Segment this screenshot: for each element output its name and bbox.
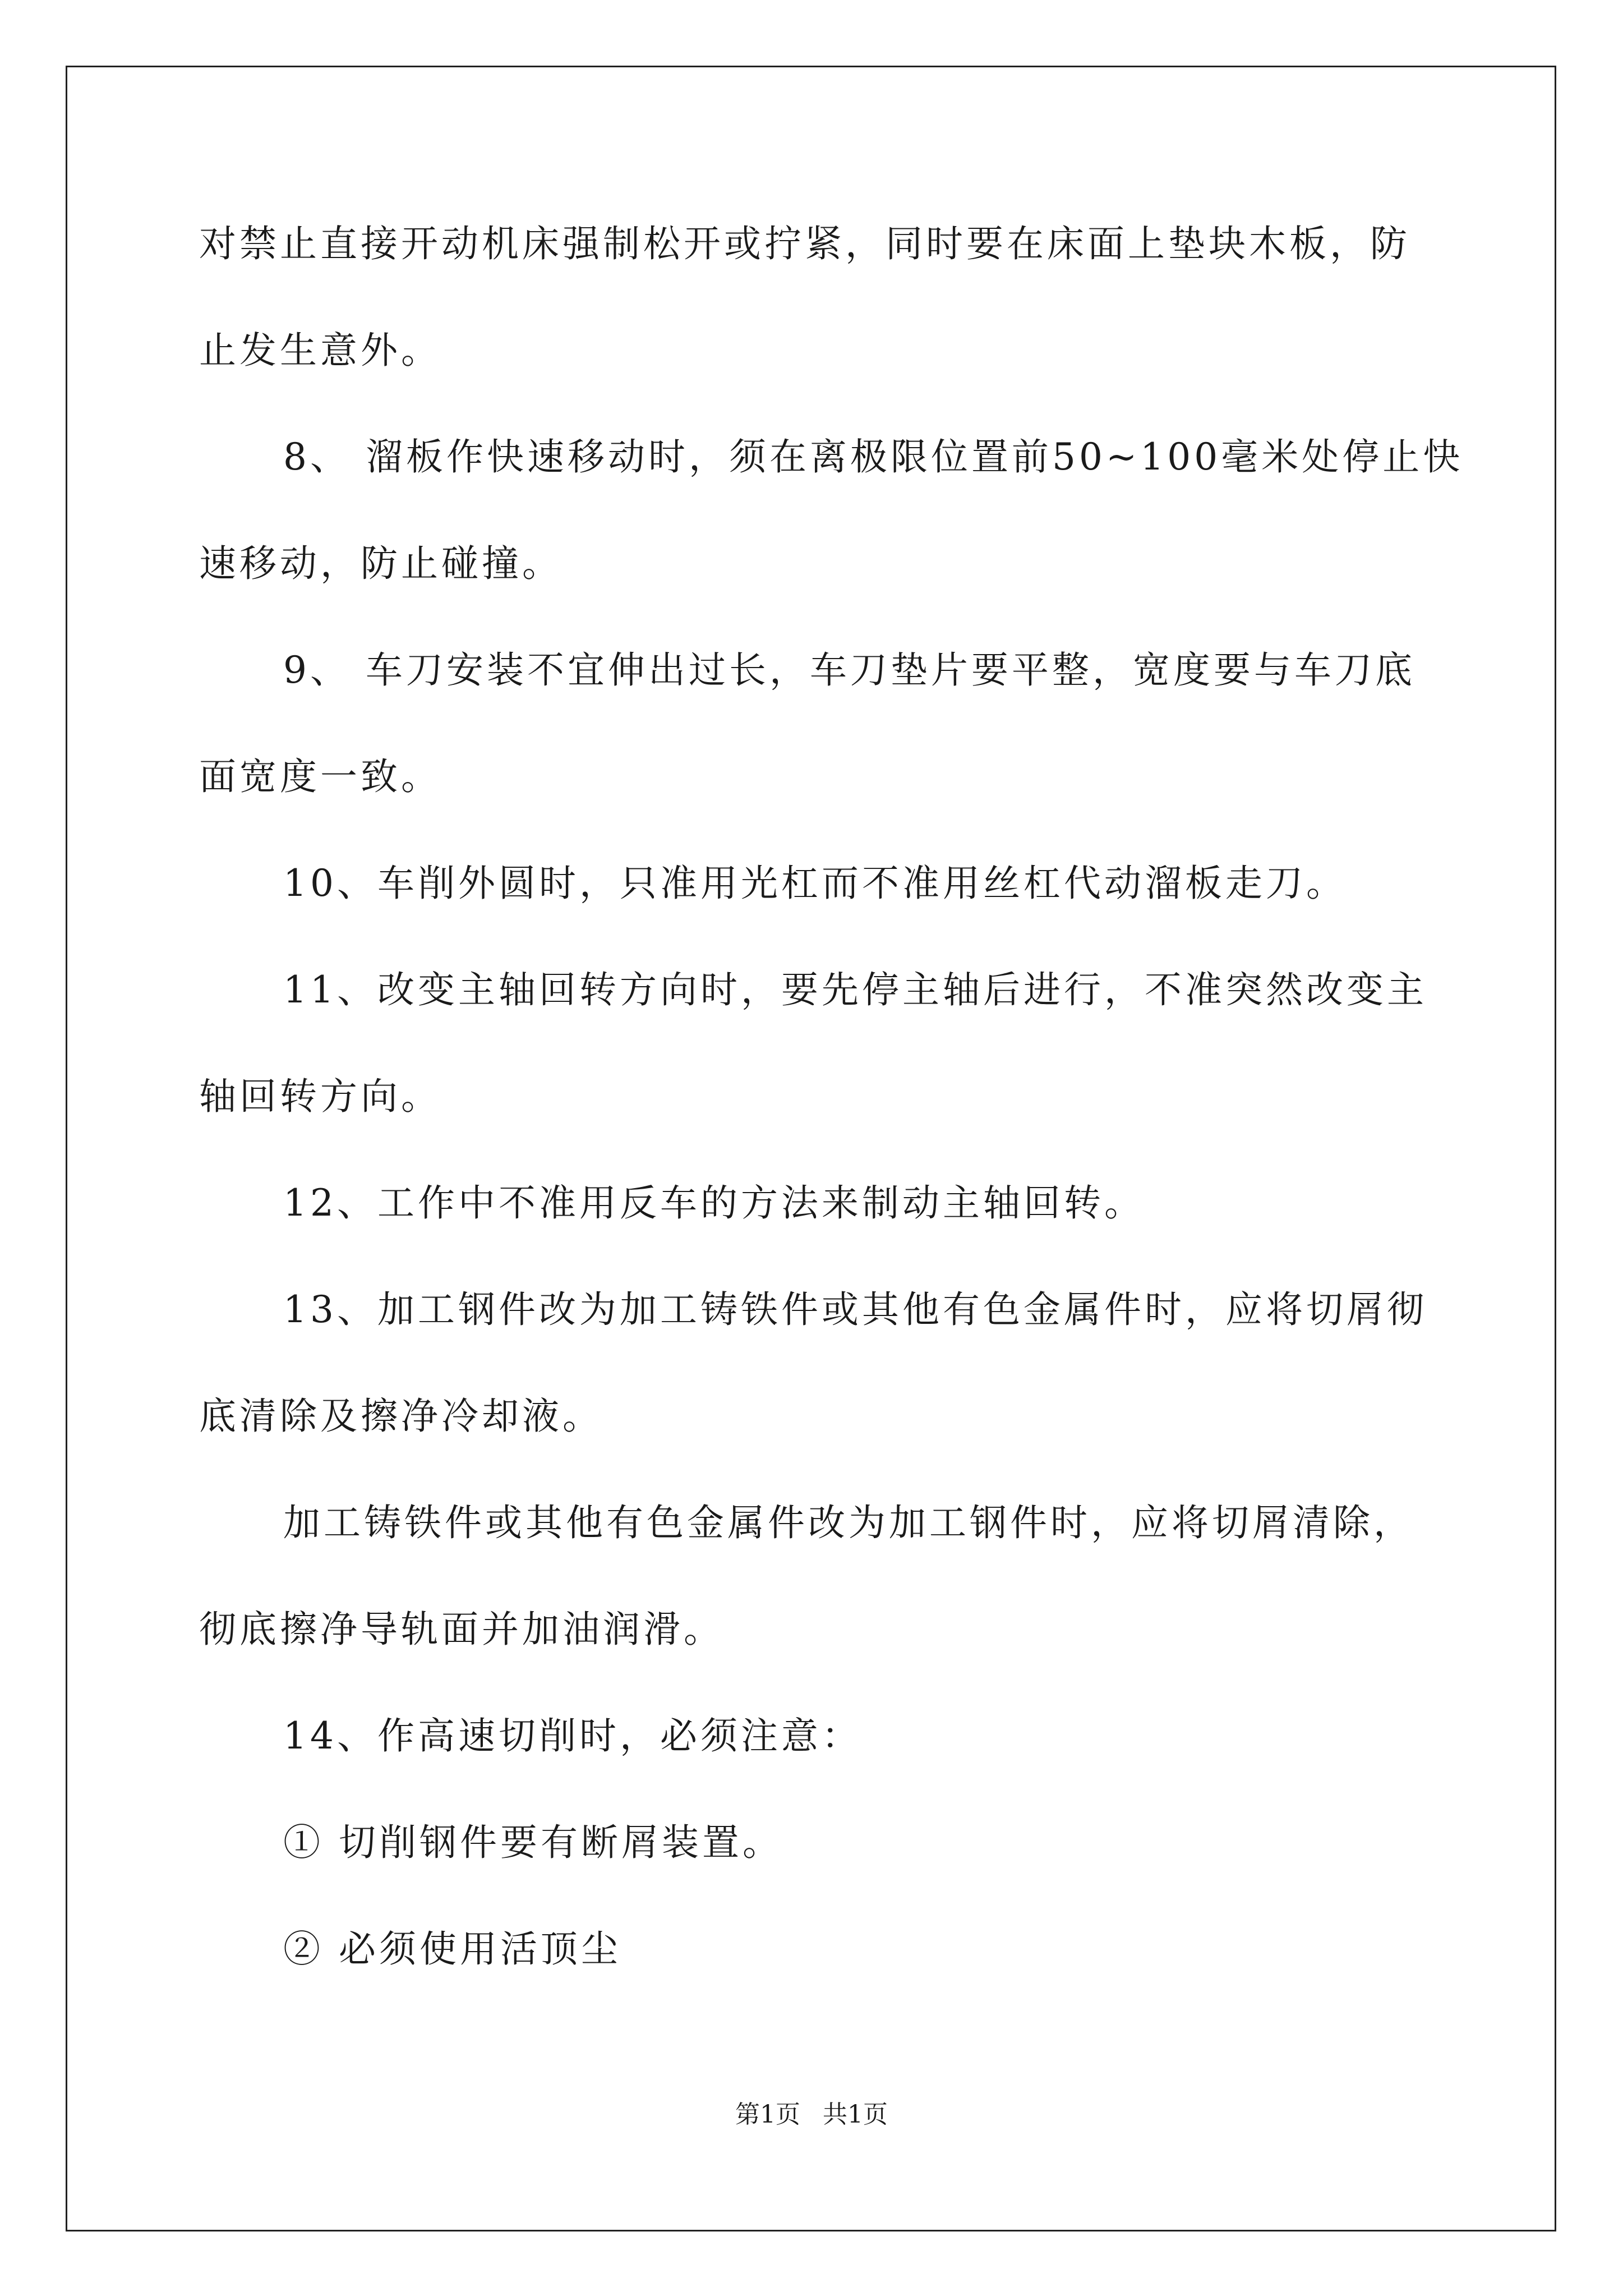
- page-number-total: 共1页: [823, 2100, 888, 2129]
- text-line: 轴回转方向。: [199, 1075, 441, 1118]
- text-line: 速移动，防止碰撞。: [199, 542, 562, 585]
- text-line: 彻底擦净导轨面并加油润滑。: [199, 1608, 724, 1651]
- text-line: 底清除及擦净冷却液。: [199, 1395, 603, 1438]
- text-line: 13、加工钢件改为加工铸铁件或其他有色金属件时，应将切屑彻: [283, 1288, 1427, 1331]
- text-line: 12、工作中不准用反车的方法来制动主轴回转。: [283, 1181, 1145, 1225]
- text-line: 10、车削外圆时，只准用光杠而不准用丝杠代动溜板走刀。: [283, 862, 1347, 905]
- text-line: ① 切削钢件要有断屑装置。: [283, 1821, 783, 1864]
- text-line: ② 必须使用活顶尘: [283, 1927, 621, 1971]
- text-line: 11、改变主轴回转方向时，要先停主轴后进行，不准突然改变主: [283, 968, 1427, 1011]
- page-footer: [0, 2098, 1623, 2132]
- page-number-current: 第1页: [735, 2100, 800, 2129]
- text-line: 止发生意外。: [199, 329, 441, 372]
- page-border: [66, 66, 1556, 2231]
- text-line: 对禁止直接开动机床强制松开或拧紧，同时要在床面上垫块木板，防: [199, 222, 1410, 265]
- text-line: 14、作高速切削时，必须注意：: [283, 1714, 862, 1757]
- text-line: 加工铸铁件或其他有色金属件改为加工钢件时，应将切屑清除，: [283, 1501, 1414, 1544]
- text-line: 面宽度一致。: [199, 755, 441, 798]
- text-line: 8、 溜板作快速移动时，须在离极限位置前50~100毫米处停止快: [283, 435, 1464, 478]
- text-line: 9、 车刀安装不宜伸出过长，车刀垫片要平整，宽度要与车刀底: [283, 648, 1415, 692]
